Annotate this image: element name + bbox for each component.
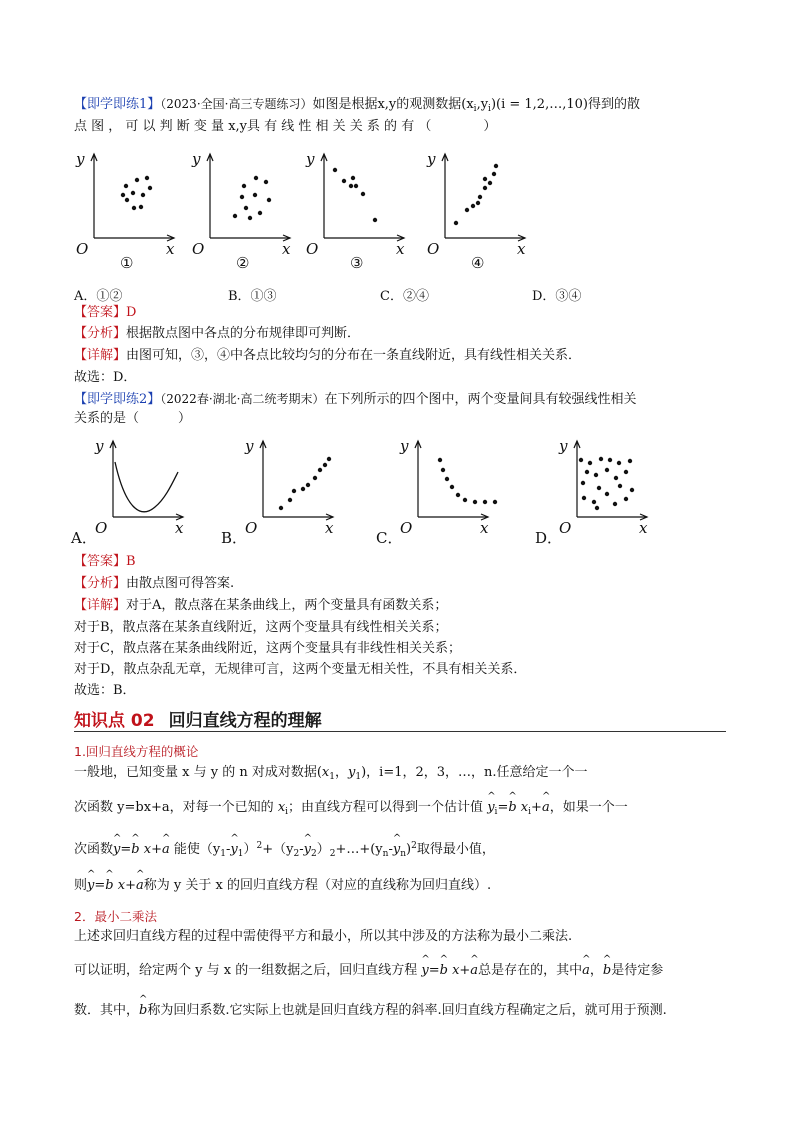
kp-p1a-end: )，i=1，2，3，…，n.任意给定一个一	[361, 765, 588, 780]
ex2-fig-point-3-20	[613, 502, 617, 506]
kp-p1b-text: 次函数 y=bx+a，对每一个已知的	[74, 800, 278, 815]
ex1-fig-point-2-2	[351, 176, 355, 180]
ex2-fig-point-2-5	[463, 498, 467, 502]
ex1-fig-point-3-4	[483, 186, 487, 190]
ex1-fig-point-3-9	[476, 201, 480, 205]
ex1-fig-x-label-3: x	[517, 240, 526, 258]
ex1-fig-y-label-1: y	[192, 150, 201, 168]
ex1-fig-label-1: ②	[236, 254, 250, 270]
kp-p1a-text: 一般地，已知变量 x 与 y 的 n 对成对数据(	[74, 765, 322, 780]
kp-p1d-x: x+	[113, 878, 136, 893]
ex2-fig-point-3-15	[582, 496, 586, 500]
ex1-q1-end: )(i = 1,2,…,10)得到的散	[490, 97, 640, 112]
ex2-fig-point-3-5	[628, 459, 632, 463]
ex1-fig-point-1-6	[244, 206, 248, 210]
ex1-answer-tag: 【答案】	[74, 305, 127, 320]
ex1-fig-point-3-7	[483, 177, 487, 181]
kp-p2b-ahat: ^ a	[470, 962, 478, 980]
kp-p2b-b2hat: ^ b	[603, 962, 611, 980]
ex1-option-c[interactable]: C．②④	[380, 289, 429, 304]
ex2-analysis-text: 由散点图可得答案.	[126, 576, 235, 591]
kp-p2b-end: 是待定参	[611, 963, 664, 978]
kp-p2c-start: 数．其中，	[74, 1003, 140, 1018]
kp-heading	[74, 706, 322, 731]
ex2-detail-tag: 【详解】	[74, 598, 127, 613]
ex1-fig-y-label-0: y	[76, 150, 85, 168]
ex2-answer	[74, 553, 136, 571]
kp-p1c-mid: 能使（y	[173, 842, 221, 857]
kp-p1d-eq: =	[94, 878, 106, 893]
kp-p1c-close1: ）	[243, 842, 257, 857]
kp-p2b-bhat: ^ b	[440, 962, 448, 980]
ex1-fig-label-0: ①	[120, 254, 134, 270]
ex2-q1: 在下列所示的四个图中，两个变量间具有较强线性相关	[324, 392, 637, 407]
ex2-fig-point-3-10	[624, 470, 628, 474]
ex1-fig-origin-2: O	[306, 240, 319, 258]
ex1-fig-point-0-8	[139, 205, 143, 209]
ex1-fig-x-label-0: x	[166, 240, 175, 258]
kp-p1b-mid: ；由直线方程可以得到一个估计值	[288, 800, 488, 815]
ex1-sub-i2: i	[488, 104, 491, 114]
kp-p1a-sub2: 1	[355, 772, 362, 782]
ex2-fig-y-label-0: y	[95, 437, 104, 455]
kp-p1c-minus2: -	[299, 842, 304, 857]
ex1-q1: 如图是根据x,y的观测数据(x	[312, 97, 474, 112]
kp-p1c-start: 次函数	[74, 842, 114, 857]
ex2-detail	[74, 597, 447, 615]
kp-p1c-sub2: 2	[293, 849, 300, 859]
kp-p1c-bhat: ^ b	[131, 841, 139, 859]
ex1-fig-y-label-3: y	[427, 150, 436, 168]
kp-p1b-eq: =	[497, 800, 509, 815]
ex1-fig-origin-1: O	[192, 240, 205, 258]
kp-p1d-end: 称为 y 关于 x 的回归直线方程（对应的直线称为回归直线）.	[143, 878, 492, 893]
kp-p1c	[74, 837, 495, 863]
ex1-fig-point-3-0	[454, 221, 458, 225]
ex1-fig-origin-3: O	[427, 240, 440, 258]
ex2-fig-point-1-0	[279, 506, 283, 510]
ex1-figures	[70, 148, 540, 270]
kp-p1a-sep: ，	[335, 765, 349, 780]
ex1-fig-point-3-6	[492, 172, 496, 176]
ex2-detail-b: 对于B，散点落在某条直线附近，这两个变量具有线性相关关系；	[74, 620, 448, 635]
ex2-fig-point-3-14	[630, 488, 634, 492]
ex1-fig-point-0-5	[141, 193, 145, 197]
ex1-fig-point-1-9	[248, 216, 252, 220]
kp-p2b	[74, 962, 663, 980]
kp-section1-title: 1.回归直线方程的概论	[74, 744, 199, 759]
kp-p1b-xi: x	[277, 800, 286, 815]
ex2-question-line1	[74, 390, 636, 409]
ex2-fig-x-label-3: x	[639, 519, 648, 537]
kp-p1c-ynhat: ^ y	[393, 841, 400, 859]
ex1-fig-point-1-5	[267, 198, 271, 202]
kp-p1b: 次函数 y=bx+a，对每一个已知的 $x_i$；由直线方程可以得到一个估计值 ^ $y_i=\^{}$ b $x_i+\^{}$ a，如果一个一	[74, 799, 628, 821]
kp-p1b-x: x	[516, 800, 529, 815]
kp-p1c-y1hat: ^ y	[230, 841, 237, 859]
ex1-answer-value: D	[126, 305, 137, 320]
ex1-fig-point-1-0	[242, 184, 246, 188]
ex2-fig-point-1-8	[327, 457, 331, 461]
ex2-fig-origin-2: O	[400, 519, 413, 537]
ex1-detail	[74, 347, 581, 365]
ex1-fig-point-1-2	[264, 180, 268, 184]
kp-title: 回归直线方程的理解	[168, 711, 322, 731]
ex1-detail-text: 由图可知，③，④中各点比较均匀的分布在一条直线附近，具有线性相关关系．	[126, 348, 582, 363]
ex1-fig-point-1-8	[233, 214, 237, 218]
ex1-fig-label-3: ④	[471, 254, 485, 270]
kp-p1c-ahat: ^ a	[162, 841, 170, 859]
ex2-option-letter-0: A．	[71, 529, 97, 544]
ex2-fig-point-3-2	[599, 457, 603, 461]
ex1-fig-point-2-5	[349, 184, 353, 188]
ex1-tag: 【即学即练1】	[74, 97, 161, 112]
ex2-source: （2022春·湖北·高二统考期末）	[160, 392, 325, 406]
ex2-fig-y-label-3: y	[559, 437, 568, 455]
ex2-fig-point-3-19	[595, 506, 599, 510]
ex2-fig-point-3-8	[605, 468, 609, 472]
kp-p1a	[74, 764, 588, 786]
ex2-question-line2: 关系的是（ ）	[74, 411, 192, 426]
kp-p2b-a2hat: ^ a	[582, 962, 590, 980]
ex1-fig-point-0-2	[145, 176, 149, 180]
ex2-fig-point-3-7	[594, 473, 598, 477]
ex1-q1-cont: ,y	[476, 97, 489, 112]
ex2-detail-d: 对于D，散点杂乱无章，无规律可言，这两个变量无相关性，不具有相关关系．	[74, 662, 527, 677]
ex2-fig-point-3-18	[624, 497, 628, 501]
kp-p1a-x: x	[321, 765, 330, 780]
kp-p2b-yhat: ^ y	[421, 962, 428, 980]
kp-p1b-yhat: ^ y	[487, 799, 494, 817]
ex2-fig-point-3-6	[585, 470, 589, 474]
ex2-fig-point-2-0	[438, 458, 442, 462]
ex2-fig-point-3-9	[614, 476, 618, 480]
ex2-fig-point-3-0	[579, 458, 583, 462]
kp-section2-title: 2．最小二乘法	[74, 909, 157, 924]
kp-p1d	[74, 877, 491, 895]
ex2-detail-c: 对于C，散点落在某条曲线附近，这两个变量具有非线性相关关系；	[74, 641, 461, 656]
ex2-fig-curve-0	[115, 462, 178, 512]
ex2-fig-origin-1: O	[245, 519, 258, 537]
ex2-fig-point-1-5	[313, 476, 317, 480]
ex2-analysis	[74, 575, 234, 593]
kp-p1a-sub1: 1	[329, 772, 335, 782]
ex2-analysis-tag: 【分析】	[74, 576, 127, 591]
ex1-fig-point-0-1	[135, 178, 139, 182]
kp-p2c-bhat: ^ b	[139, 1002, 147, 1020]
ex2-fig-point-2-6	[473, 500, 477, 504]
ex2-option-letter-3: D．	[535, 529, 563, 544]
kp-p1c-y2hat: ^ y	[304, 841, 311, 859]
ex1-fig-point-3-2	[471, 204, 475, 208]
kp-p2c	[74, 1002, 667, 1020]
ex2-tag: 【即学即练2】	[74, 392, 161, 407]
kp-p1d-start: 则	[74, 878, 88, 893]
ex1-option-b[interactable]: B．①③	[228, 289, 277, 304]
kp-p1a-y: y	[348, 765, 356, 780]
ex1-fig-point-0-7	[132, 206, 136, 210]
ex1-fig-point-0-6	[125, 198, 129, 202]
ex2-fig-point-3-17	[605, 492, 609, 496]
kp-p1c-subnb: n	[400, 849, 407, 859]
ex2-fig-point-1-1	[288, 498, 292, 502]
ex1-fig-point-3-5	[488, 181, 492, 185]
kp-p2b-comma: ，	[589, 963, 603, 978]
kp-p2b-mid: 总是存在的，其中	[478, 963, 583, 978]
kp-p1c-close2: ）	[316, 842, 330, 857]
kp-p1d-bhat: ^ b	[105, 877, 113, 895]
ex1-fig-label-2: ③	[350, 254, 364, 270]
ex2-detail-a: 对于A，散点落在某条曲线上，两个变量具有函数关系；	[126, 598, 448, 613]
ex2-fig-point-1-4	[306, 483, 310, 487]
ex1-fig-point-1-4	[253, 193, 257, 197]
ex2-fig-point-3-1	[588, 461, 592, 465]
ex1-source: （2023·全国·高三专题练习）	[160, 97, 313, 111]
kp-divider	[74, 731, 726, 732]
ex1-fig-point-0-4	[131, 191, 135, 195]
kp-p1b-end: ，如果一个一	[549, 800, 628, 815]
ex1-analysis-text: 根据散点图中各点的分布规律即可判断．	[126, 326, 361, 341]
ex2-fig-origin-3: O	[559, 519, 572, 537]
ex2-fig-point-2-2	[445, 477, 449, 481]
ex2-fig-point-3-11	[581, 481, 585, 485]
ex2-fig-x-label-2: x	[480, 519, 489, 537]
ex2-fig-point-3-16	[592, 500, 596, 504]
kp-p2b-start: 可以证明，给定两个 y 与 x 的一组数据之后，回归直线方程	[74, 963, 422, 978]
ex2-fig-point-3-4	[617, 461, 621, 465]
ex1-fig-y-label-2: y	[306, 150, 315, 168]
kp-number: 知识点 02	[74, 711, 155, 731]
kp-p1b-ahat: ^ a	[542, 799, 550, 817]
ex1-question-line2: 点 图 ， 可 以 判 断 变 量 x,y具 有 线 性 相 关 关 系 的 有 （ ）	[74, 119, 497, 134]
kp-p1d-ahat: ^ a	[136, 877, 144, 895]
ex1-fig-point-1-7	[258, 211, 262, 215]
ex1-option-a[interactable]: A．①②	[74, 289, 123, 304]
kp-p1c-sup3: 2	[411, 841, 417, 851]
kp-p1c-sub2b: 2	[310, 849, 317, 859]
ex1-fig-point-3-1	[465, 208, 469, 212]
ex1-fig-x-label-2: x	[396, 240, 405, 258]
ex1-fig-origin-0: O	[76, 240, 89, 258]
kp-p1c-sub1: 1	[220, 849, 226, 859]
ex1-fig-point-1-3	[240, 195, 244, 199]
ex2-fig-point-3-12	[597, 486, 601, 490]
kp-p1c-end: 取得最小值，	[416, 842, 495, 857]
kp-p1c-x: x+	[139, 842, 162, 857]
ex2-option-letter-1: B．	[221, 529, 248, 544]
ex1-analysis	[74, 325, 360, 343]
ex2-option-letter-2: C．	[376, 529, 403, 544]
ex2-answer-tag: 【答案】	[74, 554, 127, 569]
ex1-fig-point-2-6	[373, 218, 377, 222]
kp-p2b-eq: =	[428, 963, 440, 978]
kp-p1c-minus1: -	[225, 842, 231, 857]
ex1-sub-i: i	[473, 104, 477, 114]
kp-p1b-plus: +	[531, 800, 542, 815]
ex2-fig-origin-0: O	[95, 519, 108, 537]
ex2-fig-point-1-6	[318, 468, 322, 472]
ex1-fig-point-0-0	[124, 184, 128, 188]
kp-p1c-dots: +…+(y	[335, 842, 383, 857]
ex1-detail-tag: 【详解】	[74, 348, 127, 363]
kp-p1c-yhat: ^ y	[113, 841, 120, 859]
ex2-fig-point-3-13	[618, 484, 622, 488]
kp-p1d-yhat: ^ y	[87, 877, 94, 895]
ex1-fig-point-2-1	[342, 179, 346, 183]
ex2-fig-y-label-2: y	[400, 437, 409, 455]
kp-p1c-term2: +（y	[262, 842, 294, 857]
kp-p2a: 上述求回归直线方程的过程中需使得平方和最小，所以其中涉及的方法称为最小二乘法.	[74, 929, 573, 944]
ex2-fig-point-1-7	[323, 463, 327, 467]
ex1-fig-point-2-3	[354, 184, 358, 188]
ex1-fig-point-2-0	[333, 168, 337, 172]
ex2-fig-point-2-4	[456, 493, 460, 497]
ex2-fig-point-3-3	[608, 458, 612, 462]
ex1-analysis-tag: 【分析】	[74, 326, 127, 341]
ex1-conclusion: 故选：D．	[74, 370, 137, 385]
ex1-option-d[interactable]: D．③④	[532, 289, 582, 304]
ex1-fig-point-0-9	[121, 193, 125, 197]
kp-p1c-subn: n	[382, 849, 389, 859]
kp-p1c-minusn: -	[388, 842, 393, 857]
ex2-conclusion: 故选：B．	[74, 683, 136, 698]
ex1-fig-point-3-3	[478, 195, 482, 199]
kp-p2c-end: 称为回归系数.它实际上也就是回归直线方程的斜率.回归直线方程确定之后，就可用于预测.	[147, 1003, 667, 1018]
ex2-fig-y-label-1: y	[245, 437, 254, 455]
ex1-fig-x-label-1: x	[282, 240, 291, 258]
ex1-question-line1	[74, 95, 640, 118]
ex1-fig-point-2-4	[361, 192, 365, 196]
kp-p1c-closen: )	[406, 842, 412, 857]
ex1-fig-point-1-1	[254, 176, 258, 180]
ex2-fig-point-2-3	[450, 485, 454, 489]
kp-p1c-sub1b: 1	[237, 849, 244, 859]
ex2-fig-point-2-1	[441, 468, 445, 472]
ex1-fig-point-0-3	[148, 186, 152, 190]
ex1-answer	[74, 304, 136, 322]
kp-p1c-eq: =	[120, 842, 132, 857]
kp-p1b-bhat: ^ b	[508, 799, 516, 817]
kp-p2b-x: x+	[447, 963, 471, 978]
kp-p1c-sup1: 2	[256, 841, 263, 851]
ex2-answer-value: B	[126, 554, 136, 569]
ex1-fig-point-3-8	[494, 164, 498, 168]
kp-p1c-sup2: 2	[329, 849, 336, 859]
ex2-fig-point-1-3	[301, 487, 305, 491]
ex2-fig-point-2-7	[483, 500, 487, 504]
ex2-figures	[70, 432, 670, 544]
ex2-fig-point-1-2	[292, 489, 296, 493]
ex2-fig-x-label-1: x	[325, 519, 334, 537]
ex2-fig-x-label-0: x	[175, 519, 184, 537]
ex2-fig-point-2-8	[493, 500, 497, 504]
